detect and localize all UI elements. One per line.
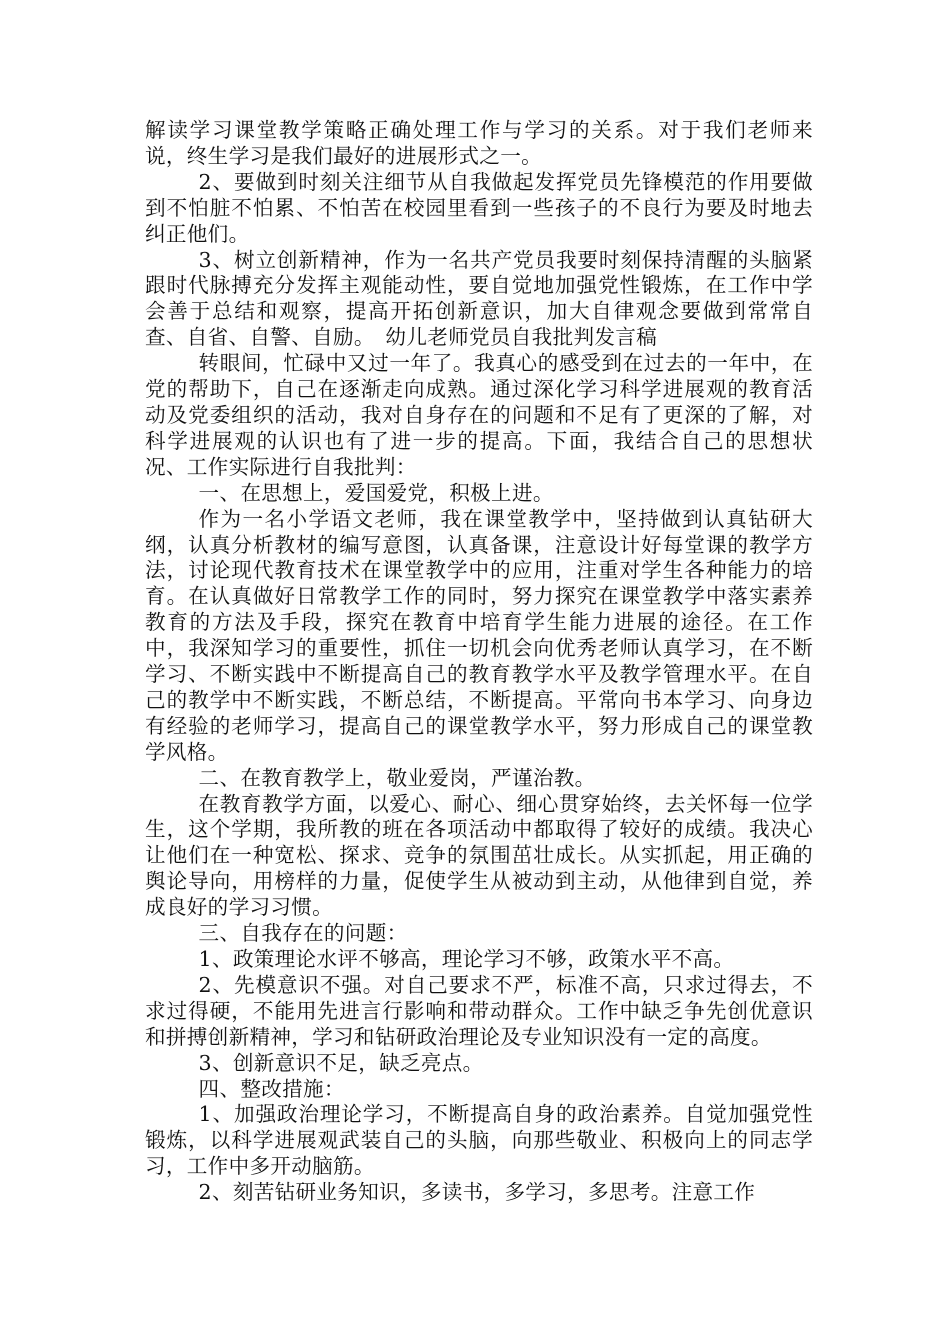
paragraph-4: 转眼间，忙碌中又过一年了。我真心的感受到在过去的一年中，在党的帮助下，自己在逐渐走向成熟。通过深化学习科学进展观的教育活动及党委组织的活动，我对自身存在的问题和不足有了更深的了解，对科学进展观的认识也有了进一步的提高。下面，我结合自己的思想状况、工作实际进行自我批判： xyxy=(145,351,813,479)
paragraph-3: 3、树立创新精神，作为一名共产党员我要时刻保持清醒的头脑紧跟时代脉搏充分发挥主观能动性，要自觉地加强党性锻炼，在工作中学会善于总结和观察，提高开拓创新意识，加大自律观念要做到常常自查、自省、自警、自励。 幼儿老师党员自我批判发言稿 xyxy=(145,247,813,350)
paragraph-1: 解读学习课堂教学策略正确处理工作与学习的关系。对于我们老师来说，终生学习是我们最好的进展形式之一。 xyxy=(145,118,813,168)
problem-item-1: 1、政策理论水评不够高，理论学习不够，政策水平不高。 xyxy=(198,947,735,971)
section-heading-4: 四、整改措施： xyxy=(198,1076,345,1101)
section-heading-3: 三、自我存在的问题： xyxy=(198,921,408,946)
problem-item-3: 3、创新意识不足，缺乏亮点。 xyxy=(198,1050,484,1075)
section-heading-1: 一、在思想上，爱国爱党，积极上进。 xyxy=(198,480,554,505)
problem-item-2: 2、先模意识不强。对自己要求不严，标准不高，只求过得去，不求过得硬，不能用先进言行影响和带动群众。工作中缺乏争先创优意识和拼搏创新精神，学习和钻研政治理论及专业知识没有一定的高度。 xyxy=(145,972,813,1049)
document-body xyxy=(145,118,813,1206)
measure-item-2: 2、刻苦钻研业务知识，多读书，多学习，多思考。注意工作 xyxy=(198,1180,756,1205)
section-heading-2: 二、在教育教学上，敬业爱岗，严谨治教。 xyxy=(198,765,596,790)
paragraph-2: 2、要做到时刻关注细节从自我做起发挥党员先锋模范的作用要做到不怕脏不怕累、不怕苦在校园里看到一些孩子的不良行为要及时地去纠正他们。 xyxy=(145,169,813,246)
paragraph-6: 在教育教学方面，以爱心、耐心、细心贯穿始终，去关怀每一位学生，这个学期，我所教的班在各项活动中都取得了较好的成绩。我决心让他们在一种宽松、探求、竞争的氛围茁壮成长。从实抓起，用正确的舆论导向，用榜样的力量，促使学生从被动到主动，从他律到自觉，养成良好的学习习惯。 xyxy=(145,791,813,920)
paragraph-5: 作为一名小学语文老师，我在课堂教学中，坚持做到认真钻研大纲，认真分析教材的编写意图，认真备课，注意设计好每堂课的教学方法，讨论现代教育技术在课堂教学中的应用，注重对学生各种能力的培育。在认真做好日常教学工作的同时，努力探究在课堂教学中落实素养教育的方法及手段，探究在教育中培育学生能力进展的途径。在工作中，我深知学习的重要性，抓住一切机会向优秀老师认真学习，在不断学习、不断实践中不断提高自己的教育教学水平及教学管理水平。在自己的教学中不断实践，不断总结，不断提高。平常向书本学习、向身边有经验的老师学习，提高自己的课堂教学水平，努力形成自己的课堂教学风格。 xyxy=(145,506,813,764)
measure-item-1: 1、加强政治理论学习，不断提高自身的政治素养。自觉加强党性锻炼，以科学进展观武装自己的头脑，向那些敬业、积极向上的同志学习，工作中多开动脑筋。 xyxy=(145,1102,813,1179)
